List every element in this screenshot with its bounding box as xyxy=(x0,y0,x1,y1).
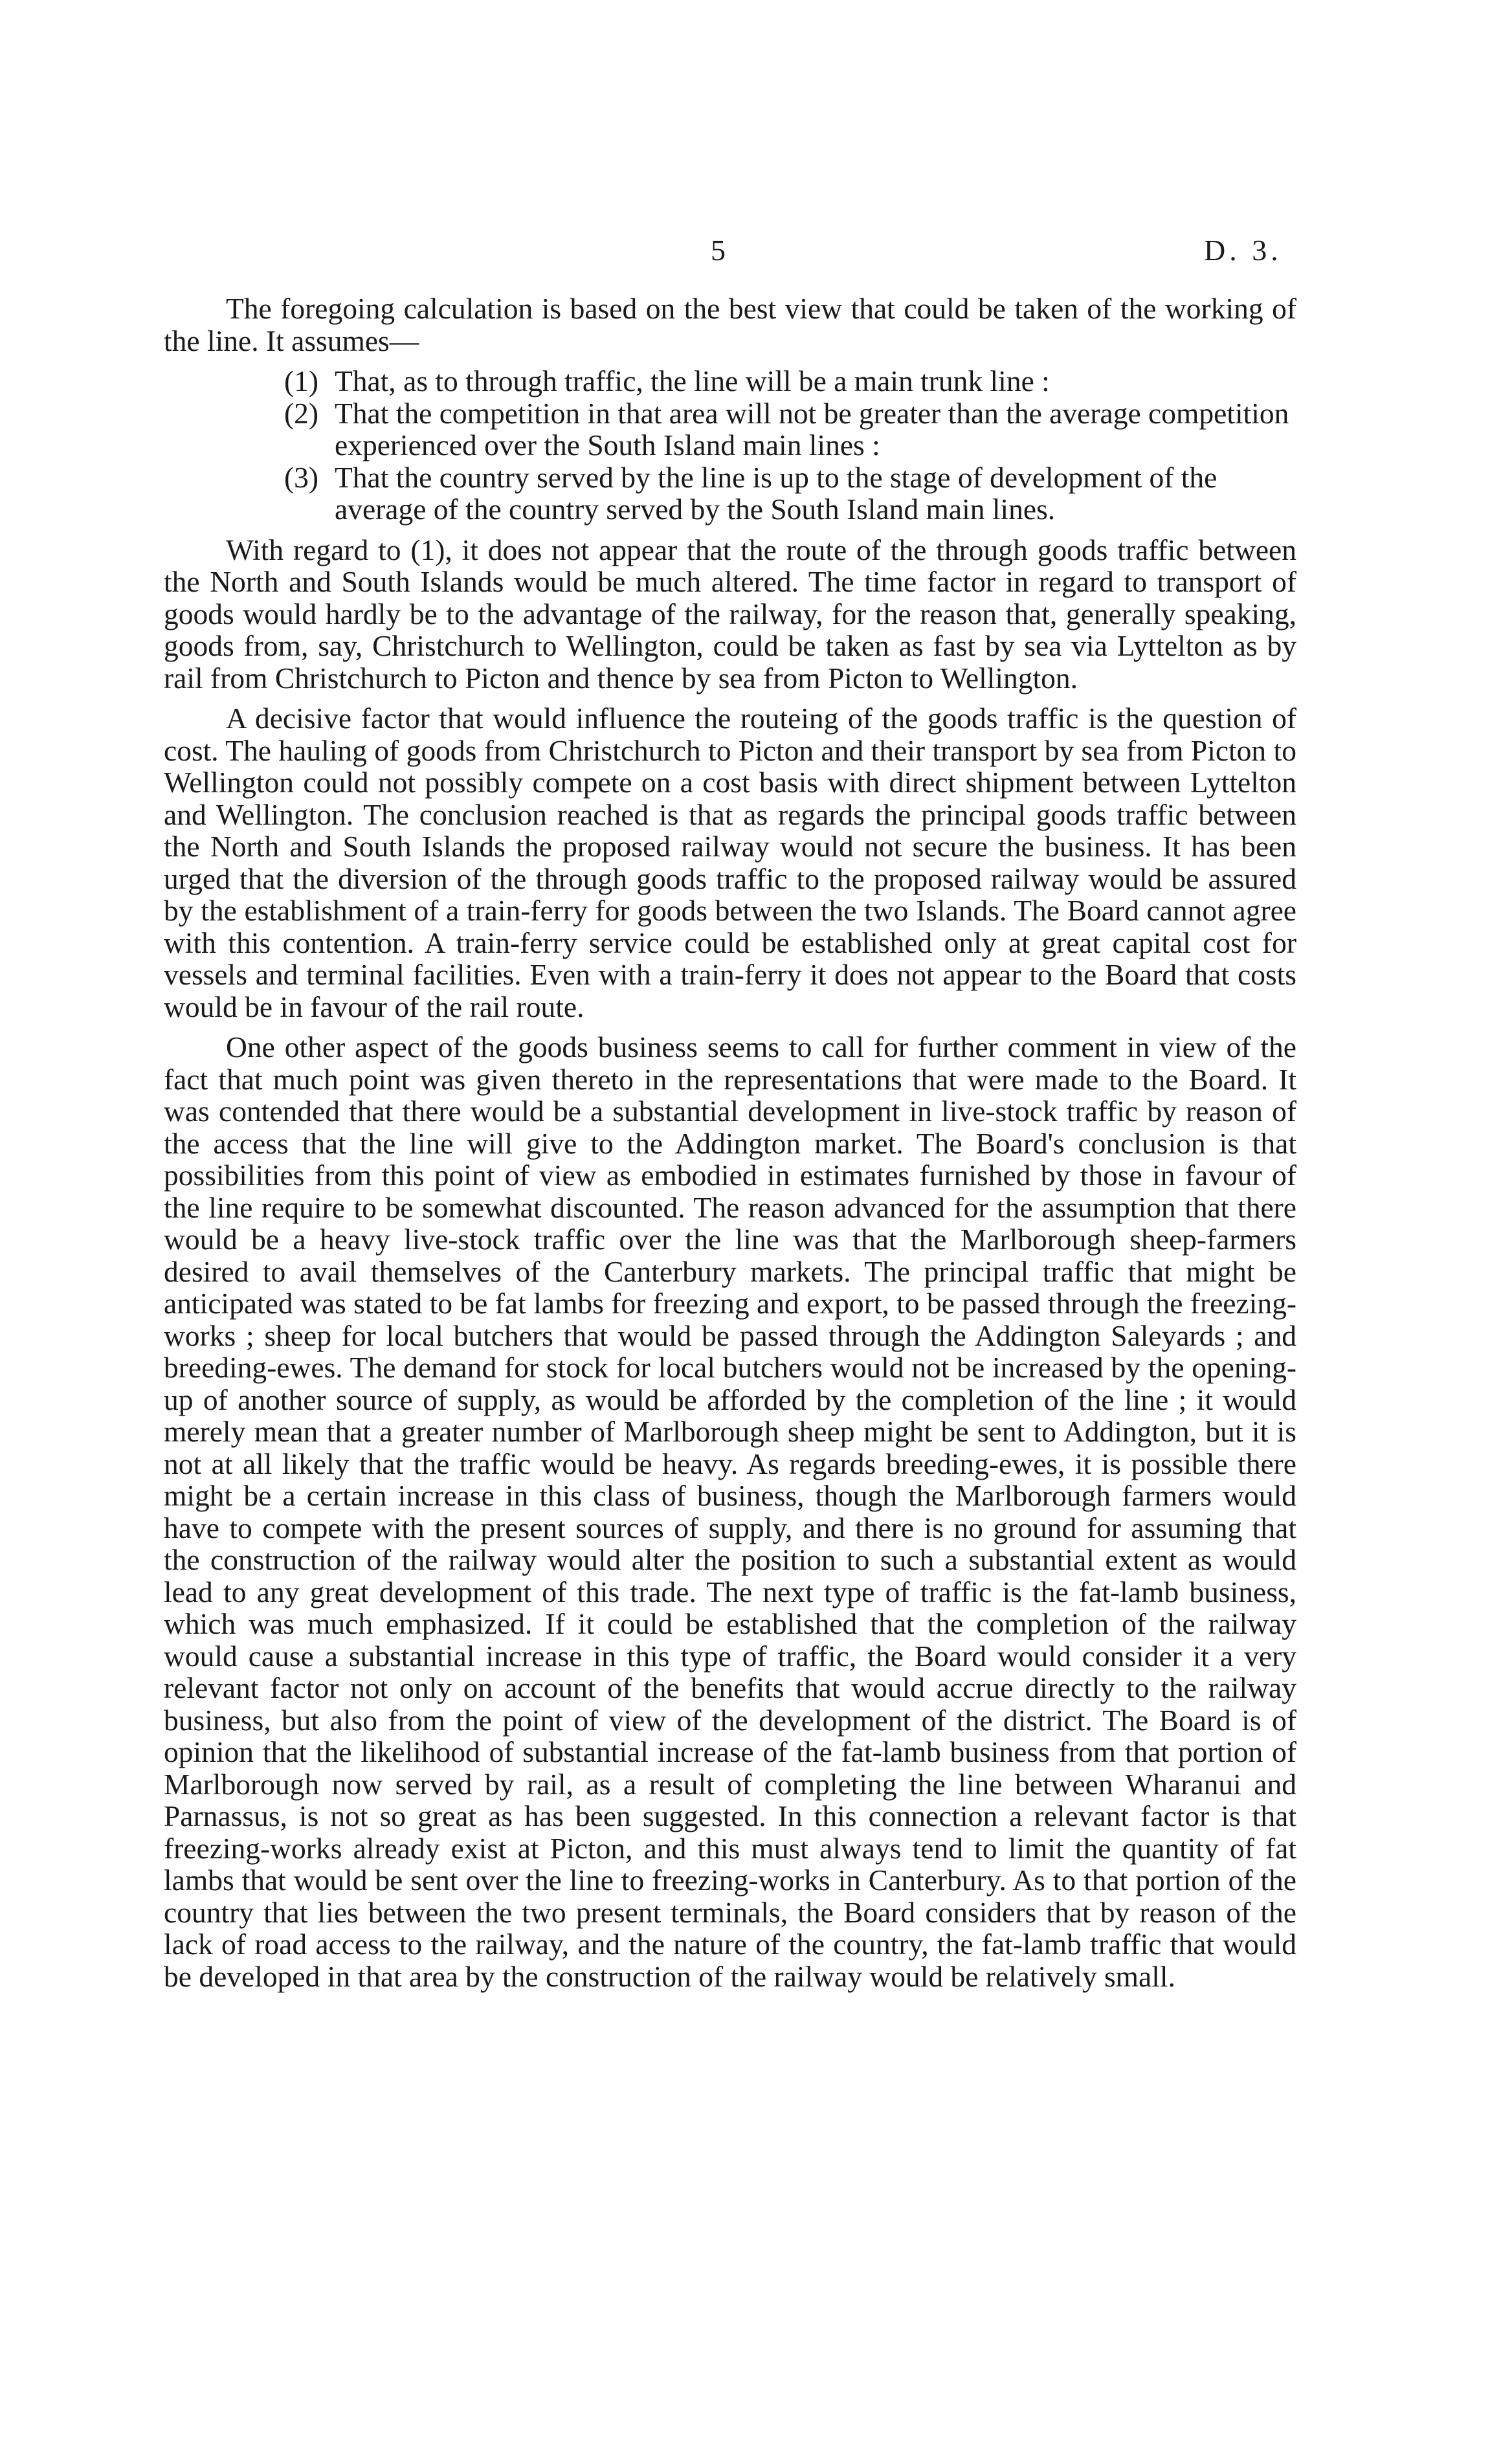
list-item xyxy=(284,462,1296,526)
paragraph-live-stock: One other aspect of the goods business seems to call for further comment in view of the fact that much point was given thereto in the representations that were made to the Board. It was contended that there would be a substantial development in live-stock traffic by reason of the access that the line will give to the Addington market. The Board's conclusion is that possibilities from this point of view as embodied in estimates furnished by those in favour of the line require to be somewhat discounted. The reason advanced for the assumption that there would be a heavy live-stock traffic over the line was that the Marlborough sheep-farmers desired to avail themselves of the Canterbury markets. The principal traffic that might be anticipated was stated to be fat lambs for freezing and export, to be passed through the freezing-works ; sheep for local butchers that would be passed through the Addington Saleyards ; and breeding-ewes. The demand for stock for local butchers would not be increased by the opening-up of another source of supply, as would be afforded by the completion of the line ; it would merely mean that a greater number of Marlborough sheep might be sent to Addington, but it is not at all likely that the traffic would be heavy. As regards breeding-ewes, it is possible there might be a certain increase in this class of business, though the Marlborough farmers would have to compete with the present sources of supply, and there is no ground for assuming that the construction of the railway would alter the position to such a substantial extent as would lead to any great development of this trade. The next type of traffic is the fat-lamb business, which was much emphasized. If it could be established that the completion of the railway would cause a substantial increase in this type of traffic, the Board would consider it a very relevant factor not only on account of the benefits that would accrue directly to the railway business, but also from the point of view of the development of the district. The Board is of opinion that the likelihood of substantial increase of the fat-lamb business from that portion of Marlborough now served by rail, as a result of completing the line between Wharanui and Parnassus, is not so great as has been suggested. In this connection a relevant factor is that freezing-works already exist at Picton, and this must always tend to limit the quantity of fat lambs that would be sent over the line to freezing-works in Canterbury. As to that portion of the country that lies between the two present terminals, the Board considers that by reason of the lack of road access to the railway, and the nature of the country, the fat-lamb traffic that would be developed in that area by the construction of the railway would be relatively small. xyxy=(164,1030,1296,1993)
paragraph-through-traffic: With regard to (1), it does not appear that the route of the through goods traffic between the North and South Islands would be much altered. The time factor in regard to transport of goods would hardly be to the advantage of the railway, for the reason that, generally speaking, goods from, say, Christchurch to Wellington, could be taken as fast by sea via Lyttelton as by rail from Christchurch to Picton and thence by sea from Picton to Wellington. xyxy=(164,533,1296,695)
list-item xyxy=(284,365,1296,397)
list-item-number: (3) xyxy=(284,460,319,494)
list-item-text: That, as to through traffic, the line will be a main trunk line : xyxy=(335,364,1050,397)
paragraph-assumptions-intro: The foregoing calculation is based on the best view that could be taken of the working of the line. It assumes— xyxy=(164,292,1296,357)
list-item-number: (2) xyxy=(284,396,319,430)
list-item xyxy=(284,397,1296,462)
document-reference: D. 3. xyxy=(1204,234,1282,267)
list-item-number: (1) xyxy=(284,364,319,397)
paragraph-routeing-cost: A decisive factor that would influence the routeing of the goods traffic is the question of cost. The hauling of goods from Christchurch to Picton and their transport by sea from Picton to Wellington could not possibly compete on a cost basis with direct shipment between Lyttelton and Wellington. The conclusion reached is that as regards the principal goods traffic between the North and South Islands the proposed railway would not secure the business. It has been urged that the diversion of the through goods traffic to the proposed railway would be assured by the establishment of a train-ferry for goods between the two Islands. The Board cannot agree with this contention. A train-ferry service could be established only at great capital cost for vessels and terminal facilities. Even with a train-ferry it does not appear to the Board that costs would be in favour of the rail route. xyxy=(164,702,1296,1023)
page-number: 5 xyxy=(711,234,726,267)
assumptions-list xyxy=(164,365,1296,526)
list-item-text: That the competition in that area will not be greater than the average competition experienced over the South Island main lines : xyxy=(335,396,1289,462)
document-body xyxy=(164,293,1296,2001)
list-item-text: That the country served by the line is up to the stage of development of the average of the country served by the South Island main lines. xyxy=(335,460,1217,526)
